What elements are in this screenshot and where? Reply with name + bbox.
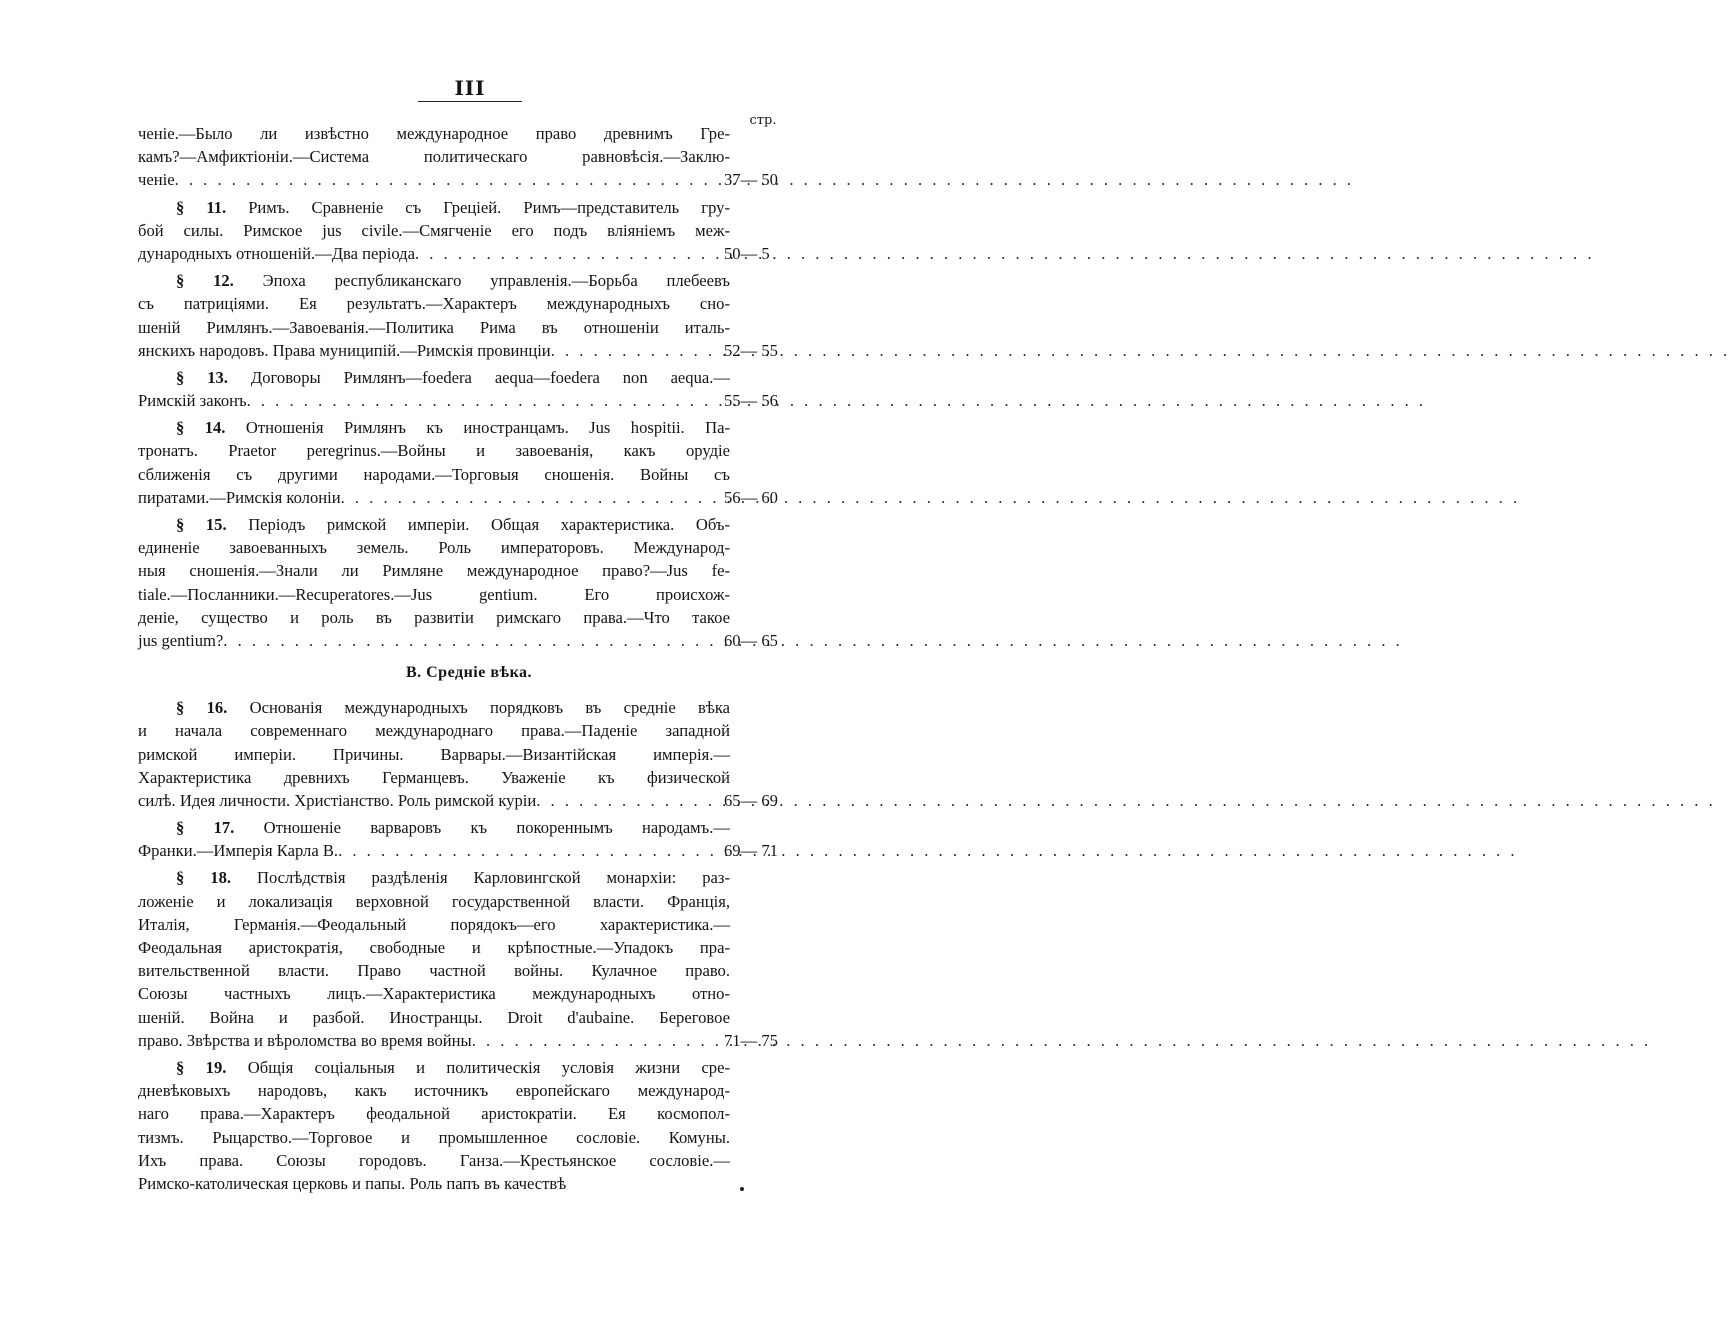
toc-line-text: [138, 145, 730, 168]
toc-line-text: [138, 486, 341, 509]
toc-line-text: [138, 1149, 730, 1172]
toc-line: [138, 536, 800, 559]
toc-line: [138, 1149, 800, 1172]
toc-line-text: [138, 890, 730, 913]
line-text: камъ?—Амфиктіоніи.—Система политическаго равновѣсія.—Заклю-: [138, 147, 730, 167]
toc-entry: [138, 696, 800, 812]
toc-line-text: [138, 219, 730, 242]
page-column-label: стр.: [749, 113, 777, 128]
line-text: Послѣдствія раздѣленія Карловингской монархіи: раз-: [256, 868, 730, 888]
toc-line: [138, 1079, 800, 1102]
toc-line-text: [138, 1102, 730, 1125]
toc-line-text: [138, 122, 730, 145]
toc-line: [138, 789, 800, 812]
toc-line: [138, 766, 800, 789]
page-range: 69— 71: [724, 841, 778, 861]
toc-line: [138, 559, 800, 582]
toc-line-text: [138, 743, 730, 766]
toc-line-text: [138, 366, 730, 389]
header-rule: [418, 101, 522, 102]
page-range: 56— 60: [724, 487, 778, 507]
toc-line: [138, 242, 800, 265]
line-text: тронатъ. Praetor peregrinus.—Войны и завоеванія, какъ орудіе: [138, 441, 730, 461]
line-text: Эпоха республиканскаго управленія.—Борьба плебеевъ: [262, 271, 730, 291]
section-number: § 14.: [176, 418, 226, 438]
entries-group-ancient: [138, 122, 800, 652]
line-text: Римъ. Сравненіе съ Греціей. Римъ—представитель гру-: [248, 197, 730, 217]
line-text: янскихъ народовъ. Права муниципій.—Римскія провинціи: [138, 340, 551, 360]
dot-leader: [341, 486, 718, 509]
line-text: ченіе: [138, 170, 175, 190]
toc-line: [138, 913, 800, 936]
toc-line: [138, 439, 800, 462]
line-text: съ патриціями. Ея результатъ.—Характеръ международныхъ сно-: [138, 294, 730, 314]
entries-group-middle-ages: [138, 696, 800, 1195]
toc-line-text: [138, 1172, 566, 1195]
line-text: Союзы частныхъ лицъ.—Характеристика международныхъ отно-: [138, 984, 730, 1004]
line-text: наго права.—Характеръ феодальной аристократіи. Ея космопол-: [138, 1104, 730, 1124]
line-text: Римскій законъ: [138, 391, 247, 411]
toc-line: [138, 513, 800, 536]
toc-line-text: [138, 1029, 472, 1052]
toc-line: [138, 416, 800, 439]
toc-line-text: [138, 936, 730, 959]
line-text: ченіе.—Было ли извѣстно международное право древнимъ Гре-: [138, 124, 730, 143]
toc-line-text: [138, 559, 730, 582]
page-range: 52— 55: [724, 340, 778, 360]
toc-line: [138, 1126, 800, 1149]
toc-line: [138, 959, 800, 982]
line-text: Договоры Римлянъ—foedera aequa—foedera non aequa.—: [250, 367, 731, 387]
toc-entry: [138, 513, 800, 652]
toc-line: [138, 1006, 800, 1029]
print-speck: [740, 1187, 744, 1191]
page-range: 37— 50: [724, 170, 778, 190]
toc-line-text: [138, 339, 551, 362]
toc-line-text: [138, 766, 730, 789]
line-text: единеніе завоеванныхъ земель. Роль императоровъ. Международ-: [138, 538, 730, 558]
line-text: римской имперіи. Причины. Варвары.—Византійская имперія.—: [138, 744, 730, 764]
toc-line: [138, 219, 800, 242]
toc-entry: [138, 366, 800, 412]
dot-leader: [415, 242, 718, 265]
section-number: § 13.: [176, 367, 228, 387]
line-text: tiale.—Посланники.—Recuperatores.—Jus gentium. Его происхож-: [138, 584, 730, 604]
toc-line-text: [138, 242, 415, 265]
toc-line-text: [138, 696, 730, 719]
toc-line-text: [138, 1079, 730, 1102]
toc-line: [138, 145, 800, 168]
line-text: Римско-католическая церковь и папы. Роль папъ въ качествѣ: [138, 1173, 567, 1193]
line-text: Отношенія Римлянъ къ иностранцамъ. Jus hospitii. Па-: [245, 418, 730, 438]
toc-line: [138, 1056, 800, 1079]
line-text: Ихъ права. Союзы городовъ. Ганза.—Крестьянское сословіе.—: [138, 1150, 730, 1170]
toc-line: [138, 890, 800, 913]
toc-line: [138, 743, 800, 766]
toc-line: [138, 1172, 800, 1195]
toc-line: [138, 463, 800, 486]
line-text: тизмъ. Рыцарство.—Торговое и промышленное сословіе. Комуны.: [138, 1127, 730, 1147]
toc-entry: [138, 866, 800, 1052]
line-text: силѣ. Идея личности. Христіанство. Роль римской куріи: [138, 790, 537, 810]
page-range: 55— 56: [724, 391, 778, 411]
dot-leader: [472, 1029, 718, 1052]
toc-line-text: [138, 866, 730, 889]
toc-line-text: [138, 789, 536, 812]
page-number: III: [454, 76, 486, 100]
toc-line: [138, 606, 800, 629]
toc-line-text: [138, 839, 338, 862]
toc-line-text: [138, 1056, 730, 1079]
line-text: Общія соціальныя и политическія условія жизни сре-: [247, 1057, 730, 1077]
toc-entry: [138, 416, 800, 509]
toc-line-text: [138, 1126, 730, 1149]
toc-line: [138, 339, 800, 362]
toc-line: [138, 936, 800, 959]
dot-leader: [247, 389, 718, 412]
toc-line-text: [138, 536, 730, 559]
toc-line: [138, 196, 800, 219]
page-range: 65— 69: [724, 790, 778, 810]
toc-line-text: [138, 959, 730, 982]
line-text: деніе, существо и роль въ развитіи римскаго права.—Что такое: [138, 607, 730, 627]
dot-leader: [536, 789, 718, 812]
toc-line-text: [138, 269, 730, 292]
line-text: Періодъ римской имперіи. Общая характеристика. Объ-: [248, 515, 730, 534]
toc-line: [138, 816, 800, 839]
line-text: шеній. Война и разбой. Иностранцы. Droit d'aubaine. Береговое: [138, 1007, 730, 1027]
line-text: дународныхъ отношеній.—Два періода: [138, 243, 415, 263]
line-text: Характеристика древнихъ Германцевъ. Уваженіе къ физической: [138, 767, 730, 787]
toc-entry: [138, 816, 800, 862]
toc-line: [138, 629, 800, 652]
toc-line-text: [138, 463, 730, 486]
line-text: сближенія съ другими народами.—Торговыя сношенія. Войны съ: [138, 464, 730, 484]
toc-line-text: [138, 316, 730, 339]
toc-line: [138, 122, 800, 145]
dot-leader: [175, 168, 718, 191]
toc-line-text: [138, 982, 730, 1005]
line-text: бой силы. Римское jus civile.—Смягченіе его подъ вліяніемъ меж-: [138, 220, 730, 240]
toc-entry: [138, 1056, 800, 1195]
toc-line: [138, 486, 800, 509]
toc-line: [138, 839, 800, 862]
line-text: пиратами.—Римскія колоніи: [138, 487, 341, 507]
line-text: Феодальная аристократія, свободные и крѣпостные.—Упадокъ пра-: [138, 938, 730, 957]
toc-line: [138, 1029, 800, 1052]
toc-line: [138, 982, 800, 1005]
line-text: Отношеніе варваровъ къ покореннымъ народамъ.—: [263, 818, 731, 838]
page-range: 60— 65: [724, 630, 778, 650]
toc-line-text: [138, 439, 730, 462]
section-number: § 16.: [176, 698, 228, 718]
line-text: Италія, Германія.—Феодальный порядокъ—его характеристика.—: [138, 914, 730, 934]
toc-line: [138, 1102, 800, 1125]
toc-entry: [138, 196, 800, 266]
page-range: 50— 5: [724, 243, 770, 263]
section-number: § 12.: [176, 271, 234, 291]
toc-line-text: [138, 513, 730, 536]
toc-line-text: [138, 913, 730, 936]
section-number: § 17.: [176, 818, 235, 838]
line-text: ложеніе и локализація верховной государственной власти. Франція,: [138, 891, 730, 911]
toc-line-text: [138, 816, 730, 839]
dot-leader: [338, 839, 718, 862]
line-text: ныя сношенія.—Знали ли Римляне международное право?—Jus fe-: [138, 561, 730, 581]
section-number: § 19.: [176, 1057, 227, 1077]
toc-line-text: [138, 606, 730, 629]
toc-line-text: [138, 196, 730, 219]
line-text: и начала современнаго международнаго права.—Паденіе западной: [138, 721, 730, 741]
line-text: дневѣковыхъ народовъ, какъ источникъ европейскаго международ-: [138, 1081, 730, 1101]
toc-line: [138, 168, 800, 191]
toc-line: [138, 366, 800, 389]
section-number: § 18.: [176, 868, 232, 888]
toc-line-text: [138, 1006, 730, 1029]
line-text: Франки.—Имперія Карла В.: [138, 841, 339, 861]
table-of-contents: [138, 122, 800, 1199]
section-heading: В. Средніе вѣка.: [405, 664, 533, 682]
page-range: 71— 75: [724, 1030, 778, 1050]
line-text: право. Звѣрства и вѣроломства во время войны: [138, 1030, 472, 1050]
toc-entry: [138, 122, 800, 192]
toc-line: [138, 269, 800, 292]
toc-line: [138, 389, 800, 412]
toc-line: [138, 719, 800, 742]
dot-leader: [551, 339, 718, 362]
section-number: § 15.: [176, 515, 227, 534]
toc-line: [138, 292, 800, 315]
section-number: § 11.: [176, 197, 227, 217]
toc-line: [138, 316, 800, 339]
toc-line-text: [138, 292, 730, 315]
toc-line-text: [138, 583, 730, 606]
line-text: шеній Римлянъ.—Завоеванія.—Политика Рима въ отношеніи италь-: [138, 317, 730, 337]
toc-line-text: [138, 389, 247, 412]
dot-leader: [223, 629, 718, 652]
toc-line-text: [138, 168, 175, 191]
line-text: вительственной власти. Право частной войны. Кулачное право.: [138, 961, 730, 981]
toc-line: [138, 583, 800, 606]
toc-line: [138, 696, 800, 719]
line-text: Основанія международныхъ порядковъ въ средніе вѣка: [249, 698, 731, 718]
toc-line-text: [138, 719, 730, 742]
toc-line: [138, 866, 800, 889]
toc-entry: [138, 269, 800, 362]
line-text: jus gentium?: [138, 630, 224, 650]
toc-line-text: [138, 629, 223, 652]
toc-line-text: [138, 416, 730, 439]
